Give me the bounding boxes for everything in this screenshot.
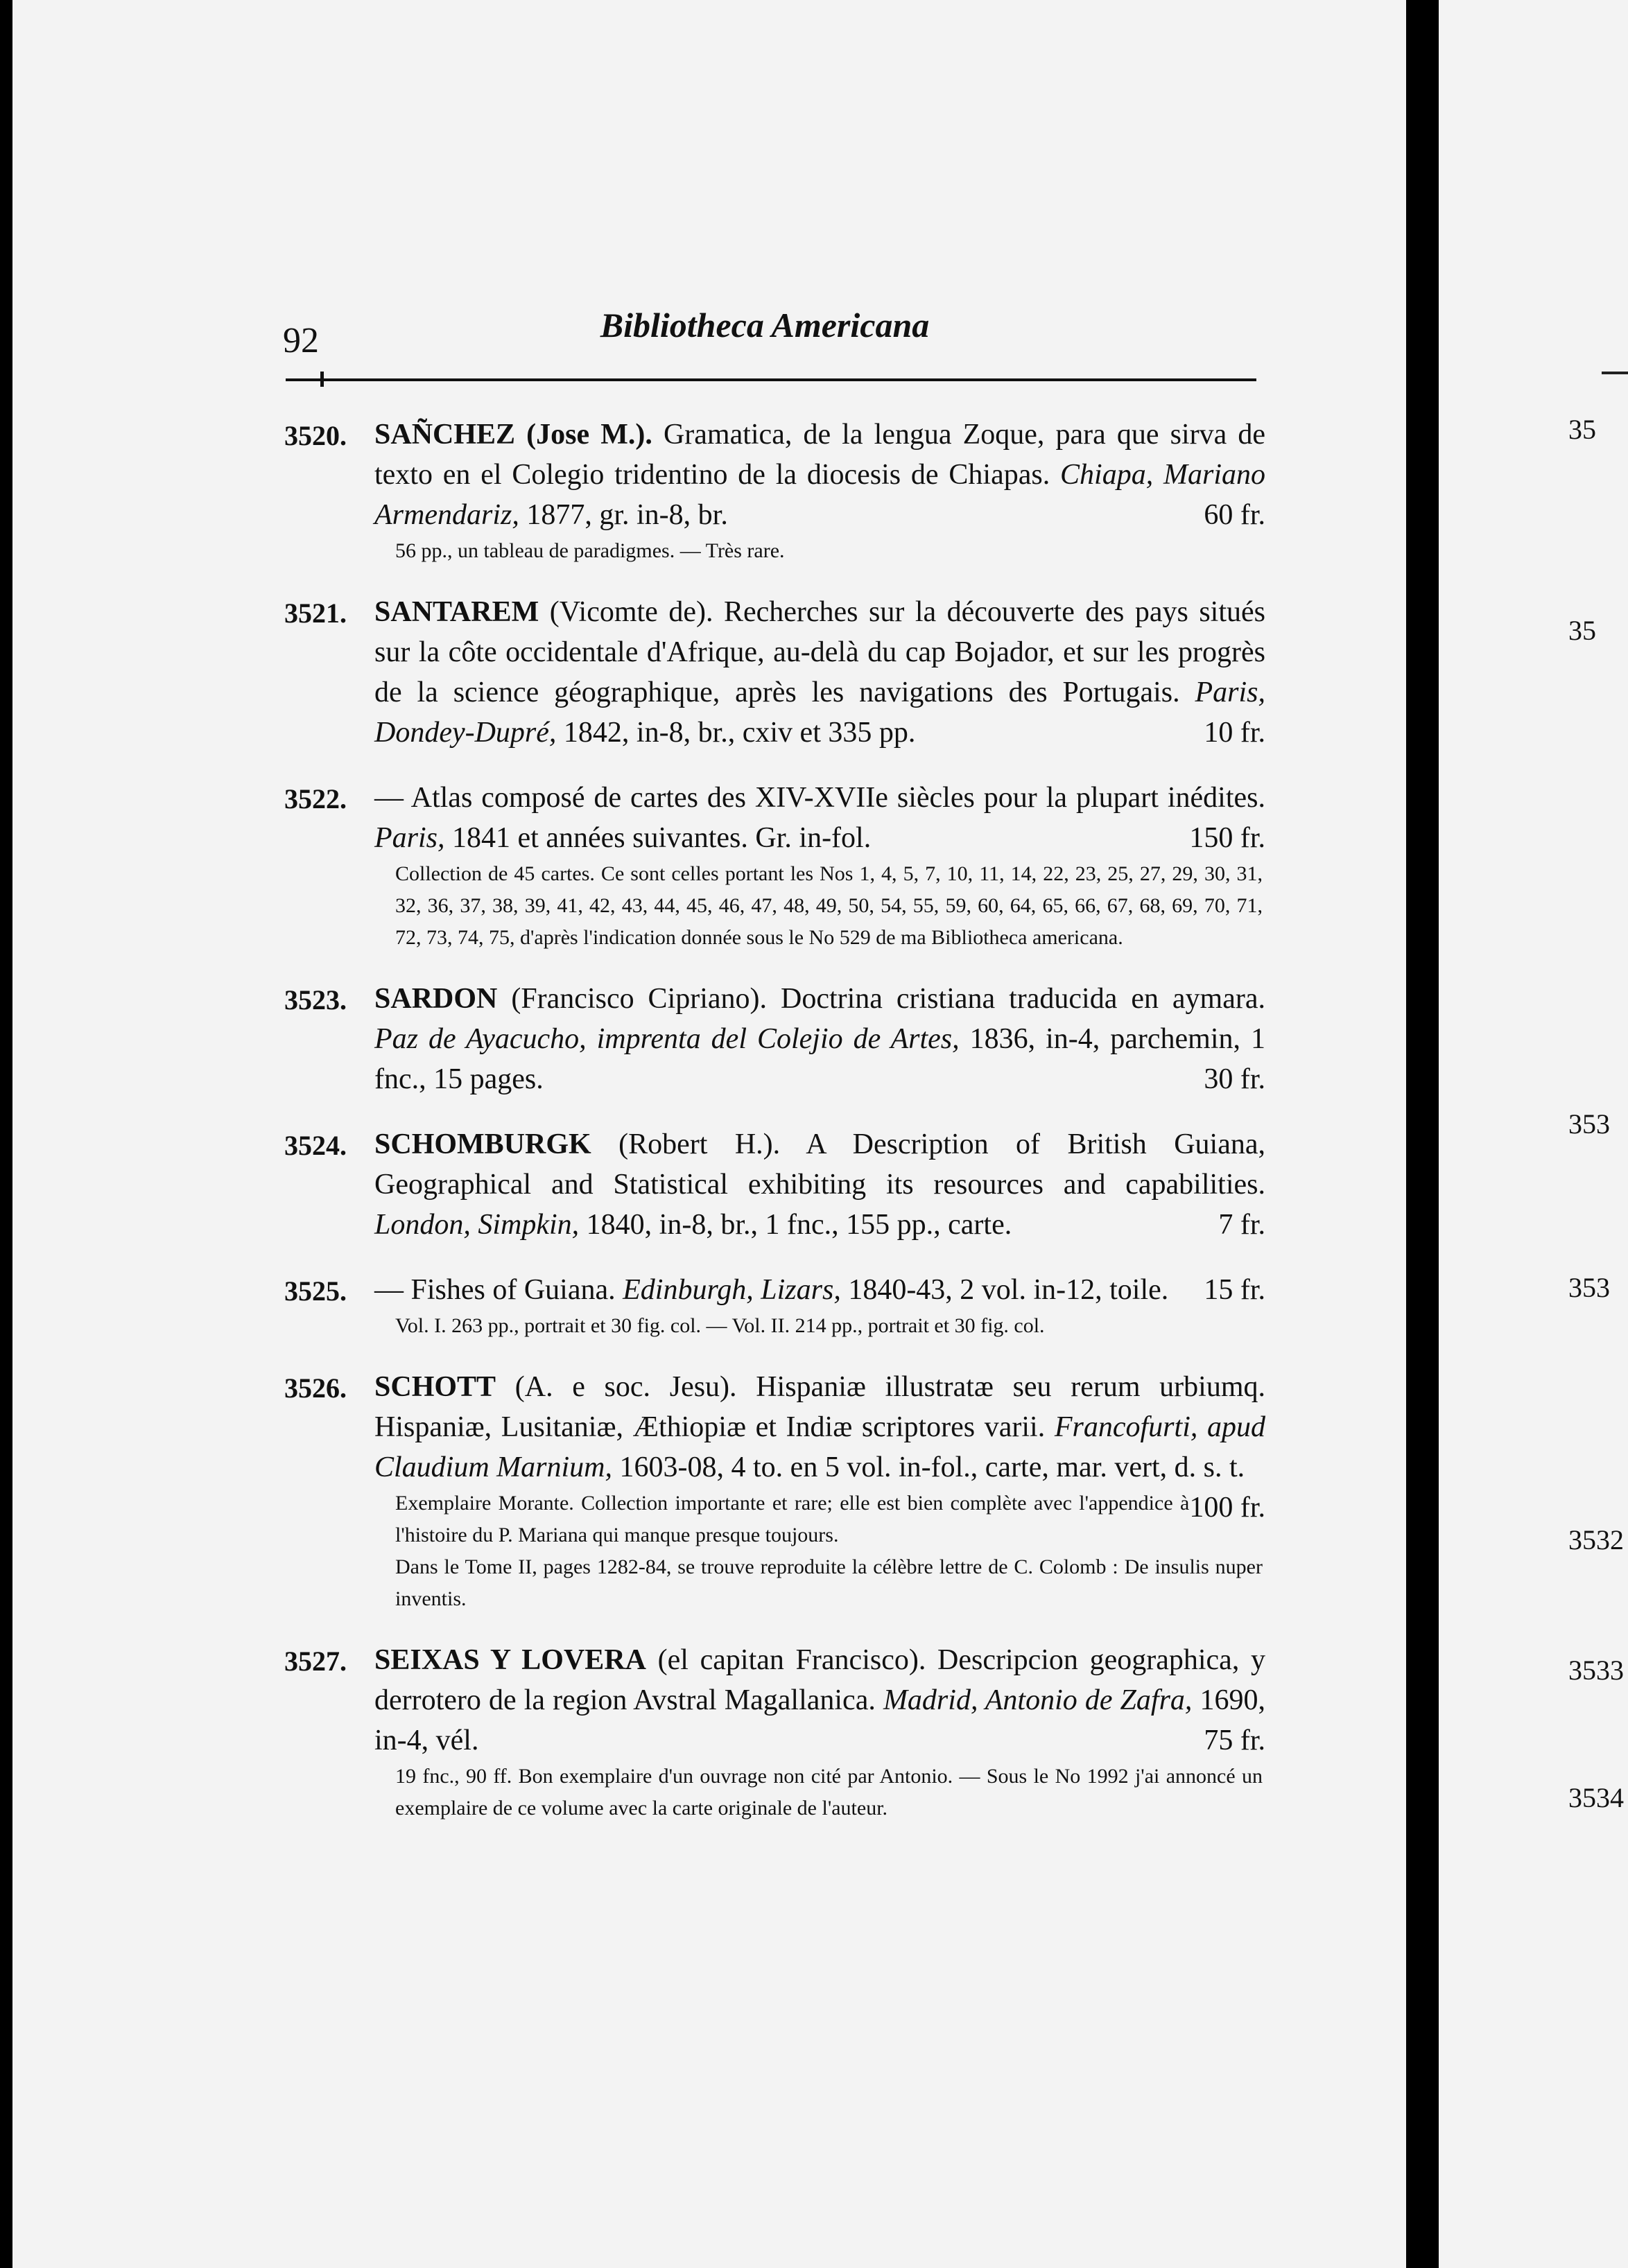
entry-price: 100 fr. xyxy=(1189,1492,1265,1524)
entry-details: 1840, in-8, br., 1 fnc., 155 pp., carte. xyxy=(586,1209,1012,1241)
entry-price: 60 fr. xyxy=(1204,499,1265,531)
entry-author: SARDON xyxy=(374,983,498,1015)
entry-price: 75 fr. xyxy=(1204,1725,1265,1756)
entry-details: 1877, gr. in-8, br. xyxy=(526,499,728,531)
entry-price: 15 fr. xyxy=(1204,1274,1265,1306)
entry-imprint: Paz de Ayacucho, imprenta del Colejio de Artes, xyxy=(374,1023,960,1055)
entry-note: 56 pp., un tableau de paradigmes. — Très rare. xyxy=(395,539,785,562)
entry-author: SCHOTT xyxy=(374,1371,496,1403)
entry-imprint: London, Simpkin, xyxy=(374,1209,580,1241)
entry-title: (el capitan Francisco). Descripcion geographica, y derrotero de la region Avstral Magallanica. xyxy=(374,1644,1265,1716)
gutter xyxy=(1406,0,1439,2268)
catalogue-entry xyxy=(284,1124,1265,1245)
entry-price: 7 fr. xyxy=(1218,1209,1265,1241)
facing-entry-number: 3534 xyxy=(1568,1782,1624,1813)
facing-entry-number: 35 xyxy=(1568,615,1596,646)
entry-imprint: Edinburgh, Lizars, xyxy=(623,1274,841,1306)
facing-entry-number: 3533 xyxy=(1568,1655,1624,1686)
entry-imprint: Paris, xyxy=(374,822,445,854)
entry-note: 19 fnc., 90 ff. Bon exemplaire d'un ouvrage non cité par Antonio. — Sous le No 1992 j'ai annoncé un exemplaire de ce volume avec la carte originale de l'auteur. xyxy=(395,1765,1263,1820)
entry-number: 3520. xyxy=(284,420,347,451)
entry-text xyxy=(284,1640,1265,1761)
entry-price: 150 fr. xyxy=(1189,822,1265,854)
entry-author: SAÑCHEZ (Jose M.). xyxy=(374,419,652,451)
entry-title: — Fishes of Guiana. xyxy=(374,1274,616,1306)
entry-details: 1842, in-8, br., cxiv et 335 pp. xyxy=(563,717,916,749)
entry-text xyxy=(284,979,1265,1099)
entry-title: Gramatica, de la lengua Zoque, para que sirva de texto en el Colegio tridentino de la diocesis de Chiapas. xyxy=(374,419,1266,491)
entry-imprint: Francofurti, apud Claudium Marnium, xyxy=(374,1411,1266,1483)
entry-author: SCHOMBURGK xyxy=(374,1128,591,1160)
entry-note: Vol. I. 263 pp., portrait et 30 fig. col. — Vol. II. 214 pp., portrait et 30 fig. col. xyxy=(395,1314,1045,1337)
entry-number: 3524. xyxy=(284,1130,347,1161)
catalogue-entry xyxy=(284,1640,1265,1824)
header-rule xyxy=(286,378,1256,381)
running-head xyxy=(269,305,1261,360)
entry-price: 30 fr. xyxy=(1204,1063,1265,1095)
entry-note: Exemplaire Morante. Collection importante et rare; elle est bien complète avec l'appendice à l'histoire du P. Mariana qui manque presque toujours. xyxy=(395,1492,1190,1546)
catalogue-entry xyxy=(284,1367,1265,1615)
facing-page-rule xyxy=(1602,372,1628,374)
entry-text xyxy=(284,592,1265,753)
facing-entry-number: 35 xyxy=(1568,414,1596,445)
entry-text xyxy=(284,415,1265,535)
entry-author: SANTAREM xyxy=(374,596,539,628)
entry-number: 3521. xyxy=(284,597,347,629)
entry-author: SEIXAS Y LOVERA xyxy=(374,1644,646,1676)
facing-entry-number: 353 xyxy=(1568,1108,1610,1140)
page-number: 92 xyxy=(283,321,319,360)
catalogue-entry xyxy=(284,415,1265,567)
entry-title: (Francisco Cipriano). Doctrina cristiana traducida en aymara. xyxy=(511,983,1265,1015)
entry-note: Dans le Tome II, pages 1282-84, se trouve reproduite la célèbre lettre de C. Colomb : De insulis nuper inventis. xyxy=(395,1555,1263,1610)
entry-note: Collection de 45 cartes. Ce sont celles portant les Nos 1, 4, 5, 7, 10, 11, 14, 22, 23, 25, 27, 29, 30, 31, 32, 36, 37, 38, 39, 41, 42, 43, 44, 45, 46, 47, 48, 49, 50, 54, 55, 59, 60, 64, 65, 66, 67, 68, 69, 70, 71, 72, 73, 74, 75, d'après l'indication donnée sous le No 529 de ma Bibliotheca americana. xyxy=(395,862,1263,949)
catalogue-entry xyxy=(284,778,1265,954)
facing-entry-number: 3532 xyxy=(1568,1524,1624,1555)
entry-text xyxy=(284,778,1265,858)
entry-number: 3522. xyxy=(284,783,347,814)
entry-title: (Robert H.). A Description of British Guiana, Geographical and Statistical exhibiting its resources and capabilities. xyxy=(374,1128,1265,1201)
catalogue-entry xyxy=(284,979,1265,1099)
entry-number: 3527. xyxy=(284,1646,347,1677)
entry-title: — Atlas composé de cartes des XIV-XVIIe siècles pour la plupart inédites. xyxy=(374,782,1265,814)
entry-number: 3526. xyxy=(284,1372,347,1404)
entry-number: 3523. xyxy=(284,984,347,1015)
catalogue-entries xyxy=(284,415,1265,1849)
header-rule-tick xyxy=(320,372,324,387)
entry-title: (A. e soc. Jesu). Hispaniæ illustratæ seu rerum urbiumq. Hispaniæ, Lusitaniæ, Æthiopiæ et Indiæ scriptores varii. xyxy=(374,1371,1266,1443)
entry-imprint: Chiapa, Mariano Armendariz, xyxy=(374,459,1266,531)
entry-imprint: Paris, Dondey-Dupré, xyxy=(374,677,1266,749)
entry-price: 10 fr. xyxy=(1204,717,1265,749)
entry-details: 1836, in-4, parchemin, 1 fnc., 15 pages. xyxy=(374,1023,1265,1095)
running-title: Bibliotheca Americana xyxy=(600,306,930,344)
entry-title: (Vicomte de). Recherches sur la découverte des pays situés sur la côte occidentale d'Afrique, au-delà du cap Bojador, et sur les progrès de la science géographique, après les navigations des Portugais. xyxy=(374,596,1265,708)
catalogue-entry xyxy=(284,592,1265,753)
entry-text xyxy=(284,1124,1265,1245)
entry-details: 1690, in-4, vél. xyxy=(374,1684,1266,1756)
entry-imprint: Madrid, Antonio de Zafra, xyxy=(883,1684,1193,1716)
facing-entry-number: 353 xyxy=(1568,1272,1610,1303)
entry-details: 1841 et années suivantes. Gr. in-fol. xyxy=(452,822,872,854)
entry-details: 1603-08, 4 to. en 5 vol. in-fol., carte, mar. vert, d. s. t. xyxy=(619,1451,1245,1483)
entry-text xyxy=(284,1270,1265,1310)
catalogue-entry xyxy=(284,1270,1265,1342)
entry-details: 1840-43, 2 vol. in-12, toile. xyxy=(848,1274,1169,1306)
entry-number: 3525. xyxy=(284,1275,347,1307)
